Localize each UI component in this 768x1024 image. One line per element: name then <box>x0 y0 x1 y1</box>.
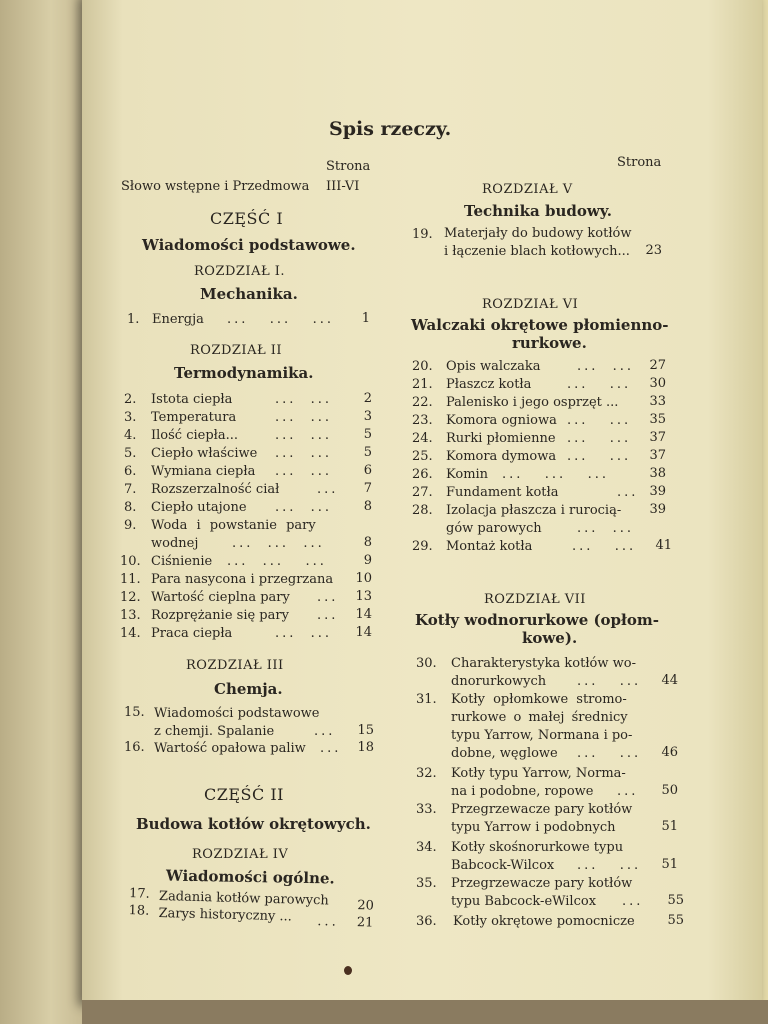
toc-leader: ... ... <box>275 392 333 407</box>
toc-entry-page: 50 <box>661 783 678 798</box>
toc-entry-title: Palenisko i jego osprzęt ... <box>446 395 619 410</box>
toc-entry-page: 20 <box>357 898 375 914</box>
toc-leader: ... ... <box>567 449 632 464</box>
toc-entry-number: 22. <box>412 395 433 410</box>
preface-label: Słowo wstępne i Przedmowa <box>121 179 310 194</box>
toc-entry-number: 15. <box>124 705 145 720</box>
toc-leader: ... <box>617 485 639 500</box>
toc-entry-page: 30 <box>649 376 666 391</box>
chapter-6-title-cont: rurkowe. <box>512 334 587 352</box>
toc-leader: ... ... <box>275 626 333 641</box>
toc-entry-number: 13. <box>120 608 141 623</box>
toc-entry-title: Ciśnienie <box>151 554 213 569</box>
toc-leader: ... ... <box>577 858 642 873</box>
toc-entry-page: 3 <box>363 409 372 424</box>
toc-leader: ... <box>314 724 336 739</box>
toc-entry-number: 17. <box>128 886 150 902</box>
toc-leader: ... ... <box>275 428 333 443</box>
toc-entry-page: 14 <box>355 625 372 640</box>
toc-entry-number: 32. <box>416 766 437 781</box>
toc-entry-title: Przegrzewacze pary kotłów <box>451 802 633 817</box>
toc-entry-title-cont: typu Yarrow, Normana i po- <box>451 728 633 743</box>
toc-entry-number: 12. <box>120 590 141 605</box>
toc-leader: ... ... <box>275 446 333 461</box>
toc-entry-number: 5. <box>124 446 137 461</box>
toc-entry-title: Wartość opałowa paliw <box>154 741 306 756</box>
toc-entry-page: 46 <box>661 745 678 760</box>
toc-entry-title: Izolacja płaszcza i rurocią- <box>446 503 622 518</box>
toc-entry-number: 2. <box>124 392 137 407</box>
toc-entry-page: 55 <box>667 893 684 908</box>
toc-entry-title: Kotły typu Yarrow, Norma- <box>451 766 626 781</box>
toc-leader: ... <box>617 784 639 799</box>
toc-entry-title: Ciepło utajone <box>151 500 247 515</box>
chapter-7-heading: ROZDZIAŁ VII <box>484 592 586 607</box>
toc-entry-number: 27. <box>412 485 433 500</box>
toc-entry-number: 10. <box>120 554 141 569</box>
toc-entry-page: 37 <box>649 448 666 463</box>
chapter-2-heading: ROZDZIAŁ II <box>190 343 283 358</box>
toc-entry-title: Kotły opłomkowe stromo- <box>451 692 627 707</box>
toc-entry-title: Zadania kotłów parowych <box>158 888 329 909</box>
page-title: Spis rzeczy. <box>329 118 452 140</box>
toc-entry-title-cont: na i podobne, ropowe <box>451 784 594 799</box>
toc-entry-number: 8. <box>124 500 137 515</box>
preface-page: III-VI <box>326 179 360 194</box>
toc-entry-number: 6. <box>124 464 137 479</box>
toc-entry-page: 51 <box>661 857 678 872</box>
page-column-label-left: Strona <box>326 159 371 174</box>
toc-entry-number: 1. <box>127 312 140 327</box>
ink-spot <box>344 966 352 975</box>
toc-entry-page: 14 <box>355 607 372 622</box>
toc-entry-number: 18. <box>128 903 150 919</box>
toc-leader: ... ... <box>567 431 632 446</box>
toc-leader: ... ... <box>567 413 632 428</box>
toc-entry-title-cont: gów parowych <box>446 521 542 536</box>
toc-entry-number: 36. <box>416 914 437 929</box>
toc-entry-title-cont: i łączenie blach kotłowych... <box>444 244 630 259</box>
chapter-5-heading: ROZDZIAŁ V <box>482 182 573 197</box>
toc-entry-number: 25. <box>412 449 433 464</box>
toc-leader: ... ... ... <box>227 312 334 327</box>
toc-entry-title: Ciepło właściwe <box>151 446 258 461</box>
toc-entry-number: 4. <box>124 428 137 443</box>
toc-entry-title: Fundament kotła <box>446 485 559 500</box>
toc-entry-page: 38 <box>649 466 666 481</box>
toc-entry-page: 44 <box>661 673 678 688</box>
toc-leader: ... <box>622 894 644 909</box>
toc-entry-title: Komora dymowa <box>446 449 557 464</box>
toc-entry-number: 33. <box>416 802 437 817</box>
toc-leader: ... ... ... <box>502 467 609 482</box>
toc-entry-title: Istota ciepła <box>151 392 233 407</box>
chapter-3-heading: ROZDZIAŁ III <box>186 658 284 673</box>
chapter-6-title: Walczaki okrętowe płomienno- <box>411 316 669 334</box>
toc-entry-title-cont: dobne, węglowe <box>451 746 558 761</box>
toc-entry-number: 29. <box>412 539 433 554</box>
toc-entry-number: 9. <box>124 518 137 533</box>
toc-entry-title: Komin <box>446 467 489 482</box>
toc-entry-title: Opis walczaka <box>446 359 541 374</box>
toc-entry-number: 26. <box>412 467 433 482</box>
toc-entry-page: 21 <box>356 915 374 931</box>
toc-entry-title: Wiadomości podstawowe <box>154 706 320 721</box>
toc-entry-title: Komora ogniowa <box>446 413 557 428</box>
toc-entry-page: 5 <box>363 445 372 460</box>
toc-entry-title: Kotły okrętowe pomocnicze <box>453 914 635 929</box>
toc-entry-title-cont: typu Babcock-eWilcox <box>451 894 597 909</box>
toc-entry-title-cont: dnorurkowych <box>451 674 547 689</box>
toc-entry-page: 8 <box>363 535 372 550</box>
toc-entry-title-cont: z chemji. Spalanie <box>154 724 275 739</box>
toc-entry-number: 23. <box>412 413 433 428</box>
toc-entry-number: 34. <box>416 840 437 855</box>
toc-entry-number: 31. <box>416 692 437 707</box>
part-1-title: Wiadomości podstawowe. <box>142 236 356 254</box>
chapter-4-heading: ROZDZIAŁ IV <box>192 847 289 862</box>
toc-leader: ... ... <box>577 674 642 689</box>
toc-entry-page: 27 <box>649 358 666 373</box>
toc-entry-page: 35 <box>649 412 666 427</box>
toc-entry-title: Przegrzewacze pary kotłów <box>451 876 633 891</box>
toc-entry-page: 5 <box>363 427 372 442</box>
toc-entry-page: 18 <box>357 740 374 755</box>
toc-entry-title: Temperatura <box>151 410 237 425</box>
toc-leader: ... ... <box>275 410 333 425</box>
toc-leader: ... ... <box>567 377 632 392</box>
toc-entry-title: Montaż kotła <box>446 539 533 554</box>
toc-entry-title: Charakterystyka kotłów wo- <box>451 656 636 671</box>
toc-leader: ... <box>317 482 339 497</box>
toc-entry-title: Rozprężanie się pary <box>151 608 289 623</box>
toc-entry-page: 10 <box>355 571 372 586</box>
toc-entry-page: 33 <box>649 394 666 409</box>
chapter-1-title: Mechanika. <box>200 285 298 303</box>
toc-entry-number: 19. <box>412 227 433 242</box>
toc-leader: ... ... <box>577 359 635 374</box>
toc-entry-title: Praca ciepła <box>151 626 233 641</box>
toc-entry-title: Płaszcz kotła <box>446 377 532 392</box>
toc-entry-title: Wymiana ciepła <box>151 464 256 479</box>
chapter-3-title: Chemja. <box>214 680 283 698</box>
chapter-1-heading: ROZDZIAŁ I. <box>194 264 286 279</box>
toc-entry-title: Kotły skośnorurkowe typu <box>451 840 624 855</box>
toc-entry-page: 51 <box>661 819 678 834</box>
toc-entry-number: 14. <box>120 626 141 641</box>
toc-entry-number: 28. <box>412 503 433 518</box>
chapter-5-title: Technika budowy. <box>464 202 612 220</box>
toc-entry-number: 24. <box>412 431 433 446</box>
toc-entry-title-cont: typu Yarrow i podobnych <box>451 820 616 835</box>
toc-leader: ... ... <box>577 521 635 536</box>
page-column-label-right: Strona <box>617 155 662 170</box>
toc-entry-title: Materjały do budowy kotłów <box>444 226 632 241</box>
part-1-heading: CZĘŚĆ I <box>210 209 284 228</box>
toc-entry-title: Rurki płomienne <box>446 431 556 446</box>
toc-leader: ... ... ... <box>232 536 325 551</box>
chapter-4-title: Wiadomości ogólne. <box>165 866 335 888</box>
chapter-7-title-cont: kowe). <box>522 629 578 647</box>
toc-entry-title-cont: wodnej <box>151 536 199 551</box>
toc-entry-page: 37 <box>649 430 666 445</box>
toc-entry-number: 16. <box>124 740 145 755</box>
toc-leader: ... ... ... <box>227 554 327 569</box>
part-2-heading: CZĘŚĆ II <box>204 785 284 804</box>
toc-entry-title: Ilość ciepła... <box>151 428 239 443</box>
toc-leader: ... ... <box>275 500 333 515</box>
toc-leader: ... ... <box>572 539 637 554</box>
toc-entry-title: Energja <box>152 312 204 327</box>
toc-leader: ... <box>320 741 342 756</box>
toc-entry-page: 39 <box>649 502 666 517</box>
toc-entry-page: 55 <box>667 913 684 928</box>
toc-leader: ... <box>317 914 339 930</box>
page <box>82 0 762 1006</box>
left-page-edge <box>0 0 92 1024</box>
toc-entry-page: 39 <box>649 484 666 499</box>
toc-entry-title: Para nasycona i przegrzana <box>151 572 334 587</box>
toc-entry-number: 11. <box>120 572 141 587</box>
toc-entry-number: 20. <box>412 359 433 374</box>
toc-entry-title-cont: Babcock-Wilcox <box>451 858 555 873</box>
toc-entry-page: 1 <box>361 311 370 326</box>
toc-leader: ... <box>317 608 339 623</box>
toc-entry-page: 7 <box>363 481 372 496</box>
toc-entry-title: Zarys historyczny ... <box>158 905 293 925</box>
chapter-6-heading: ROZDZIAŁ VI <box>482 297 579 312</box>
toc-entry-number: 35. <box>416 876 437 891</box>
toc-entry-title: Woda i powstanie pary <box>151 518 316 533</box>
toc-entry-page: 23 <box>645 243 662 258</box>
chapter-7-title: Kotły wodnorurkowe (opłom- <box>415 611 659 629</box>
toc-entry-page: 13 <box>355 589 372 604</box>
toc-leader: ... ... <box>275 464 333 479</box>
toc-entry-number: 7. <box>124 482 137 497</box>
toc-entry-title: Wartość cieplna pary <box>151 590 290 605</box>
toc-entry-page: 2 <box>363 391 372 406</box>
toc-entry-title-cont: rurkowe o małej średnicy <box>451 710 628 725</box>
toc-leader: ... ... <box>577 746 642 761</box>
toc-entry-number: 30. <box>416 656 437 671</box>
toc-entry-number: 3. <box>124 410 137 425</box>
toc-entry-title: Rozszerzalność ciał <box>151 482 280 497</box>
toc-entry-page: 41 <box>655 538 672 553</box>
chapter-2-title: Termodynamika. <box>174 364 314 382</box>
toc-entry-number: 21. <box>412 377 433 392</box>
toc-leader: ... <box>317 590 339 605</box>
toc-entry-page: 6 <box>363 463 372 478</box>
part-2-title: Budowa kotłów okrętowych. <box>136 815 371 833</box>
toc-entry-page: 8 <box>363 499 372 514</box>
toc-entry-page: 15 <box>357 723 374 738</box>
table-surface <box>82 1000 768 1024</box>
toc-entry-page: 9 <box>363 553 372 568</box>
